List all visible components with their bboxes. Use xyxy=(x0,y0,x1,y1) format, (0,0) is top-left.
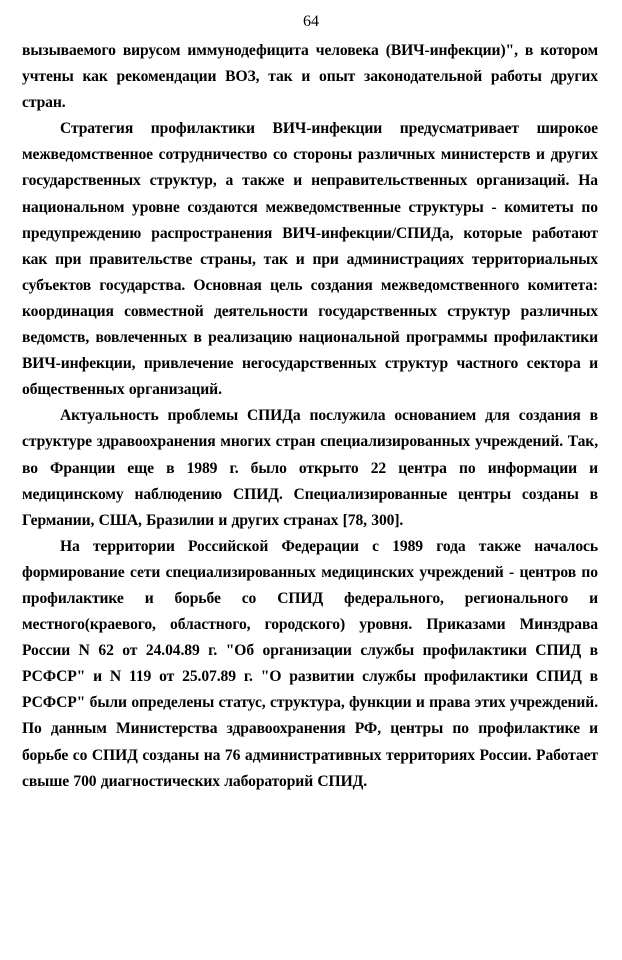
paragraph-prevention-strategy: Стратегия профилактики ВИЧ-инфекции предусматривает широкое межведомственное сотрудничество со стороны различных министерств и других государственных структур, а также и неправительственных организаций. На национальном уровне создаются межведомственные структуры - комитеты по предупреждению распространения ВИЧ-инфекции/СПИДа, которые работают как при правительстве страны, так и при администрациях территориальных субъектов государства. Основная цель создания межведомственного комитета: координация совместной деятельности государственных структур различных ведомств, вовлеченных в реализацию национальной программы профилактики ВИЧ-инфекции, привлечение негосударственных структур частного сектора и общественных организаций. xyxy=(22,120,598,399)
paragraph-russian-federation-centers: На территории Российской Федерации с 1989 года также началось формирование сети специализированных медицинских учреждений - центров по профилактике и борьбе со СПИД федерального, регионального и местного(краевого, областного, городского) уровня. Приказами Минздрава России N 62 от 24.04.89 г. "Об организации службы профилактики СПИД в РСФСР" и N 119 от 25.07.89 г. "О развитии службы профилактики СПИД в РСФСР" были определены статус, структура, функции и права этих учреждений. По данным Министерства здравоохранения РФ, центры по профилактике и борьбе со СПИД созданы на 76 административных территориях России. Работает свыше 700 диагностических лабораторий СПИД. xyxy=(22,537,598,790)
paragraph-continuation: вызываемого вирусом иммунодефицита человека (ВИЧ-инфекции)", в котором учтены как рекомендации ВОЗ, так и опыт законодательной работы других стран. xyxy=(22,42,598,112)
page-number: 64 xyxy=(303,13,319,30)
paragraph-specialized-institutions: Актуальность проблемы СПИДа послужила основанием для создания в структуре здравоохранения многих стран специализированных учреждений. Так, во Франции еще в 1989 г. было открыто 22 центра по информации и медицинскому наблюдению СПИД. Специализированные центры созданы в Германии, США, Бразилии и других странах [78, 300]. xyxy=(22,407,598,529)
body-text xyxy=(22,38,598,795)
